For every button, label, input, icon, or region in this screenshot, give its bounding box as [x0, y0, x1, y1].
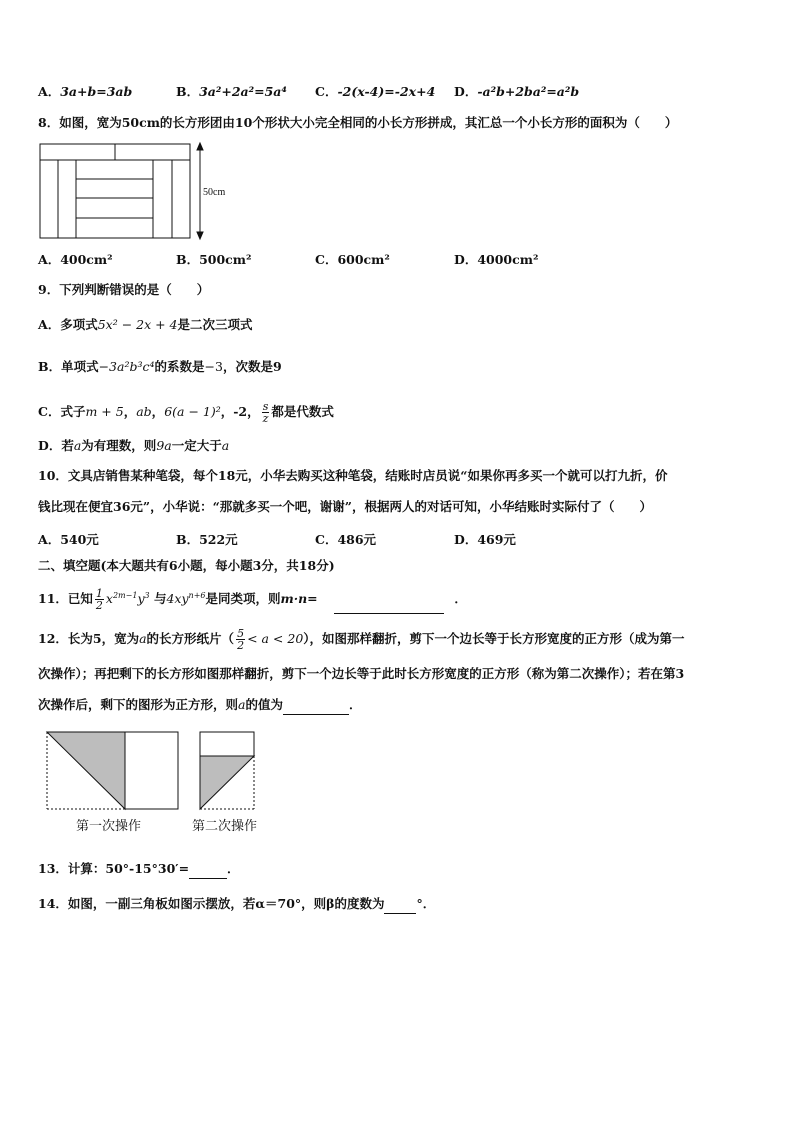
q8-option-b: B．500cm² — [176, 252, 252, 267]
q14-answer-blank[interactable] — [384, 895, 416, 914]
q10-option-b: B．522元 — [176, 532, 238, 547]
q12-line3: 次操作后，剩下的图形为正方形，则a的值为 ． — [38, 696, 362, 715]
q9-option-d: D．若a为有理数，则9a一定大于a — [38, 438, 230, 453]
q7-option-d: D．-a²b+2ba²=a²b — [454, 84, 580, 99]
section-title-fill-blank: 二、填空题(本大题共有6小题，每小题3分，共18分) — [38, 558, 335, 573]
q7-option-c: C．-2(x-4)=-2x+4 — [315, 84, 436, 99]
q13-answer-blank[interactable] — [189, 860, 227, 879]
q12-caption-second: 第二次操作 — [192, 819, 258, 834]
q11-stem: 11．已知 $\frac{1}{2}$ $x^{2m-1}y^3$ 与$4xy^{n+6}$是同类项，则m·n= ． — [38, 587, 467, 613]
q9-option-c: C．式子m + 5，ab，6(a − 1)²，-2， $\frac{s}{z}$ 都是代数式 — [38, 400, 334, 425]
q9-option-a: A．多项式5x² − 2x + 4是二次三项式 — [38, 317, 253, 332]
q8-figure — [38, 140, 238, 242]
q9-stem: 9．下列判断错误的是（ ） — [38, 282, 210, 297]
q12-figure-first-operation — [44, 730, 182, 812]
q8-stem: 8．如图，宽为50cm的长方形团由10个形状大小完全相同的小长方形拼成，其汇总一个小长方形的面积为（ ） — [38, 115, 678, 130]
q14-stem: 14．如图，一副三角板如图示摆放，若α＝70°，则β的度数为 °． — [38, 895, 435, 914]
q10-option-a: A．540元 — [38, 532, 99, 547]
q10-line2: 钱比现在便宜36元”，小华说：“那就多买一个吧，谢谢”，根据两人的对话可知，小华结账时实际付了（ ） — [38, 499, 652, 514]
q9-option-b: B．单项式−3a²b³c⁴的系数是−3，次数是9 — [38, 359, 282, 374]
q12-figure-second-operation — [196, 730, 260, 812]
q10-option-d: D．469元 — [454, 532, 516, 547]
q7-option-a: A．3a+b=3ab — [38, 84, 133, 99]
q8-figure-label: 50cm — [203, 187, 226, 198]
q8-option-a: A．400cm² — [38, 252, 113, 267]
q8-option-c: C．600cm² — [315, 252, 390, 267]
q12-answer-blank[interactable] — [283, 696, 349, 715]
q13-stem: 13．计算：50°-15°30′= ． — [38, 860, 240, 879]
q10-line1: 10．文具店销售某种笔袋，每个18元，小华去购买这种笔袋，结账时店员说“如果你再多买一个就可以打九折，价 — [38, 468, 668, 483]
q12-line1: 12．长为5，宽为a的长方形纸片（ $\frac{5}{2}$ < a < 20），如图那样翻折，剪下一个边长等于长方形宽度的正方形（成为第一 — [38, 627, 685, 652]
q12-caption-first: 第一次操作 — [76, 819, 142, 834]
q8-option-d: D．4000cm² — [454, 252, 539, 267]
q10-option-c: C．486元 — [315, 532, 377, 547]
q7-option-b: B．3a²+2a²=5a⁴ — [176, 84, 287, 99]
q12-line2: 次操作）；再把剩下的长方形如图那样翻折，剪下一个边长等于此时长方形宽度的正方形（称为第二次操作）；若在第3 — [38, 666, 685, 681]
q11-answer-blank[interactable] — [334, 585, 444, 614]
